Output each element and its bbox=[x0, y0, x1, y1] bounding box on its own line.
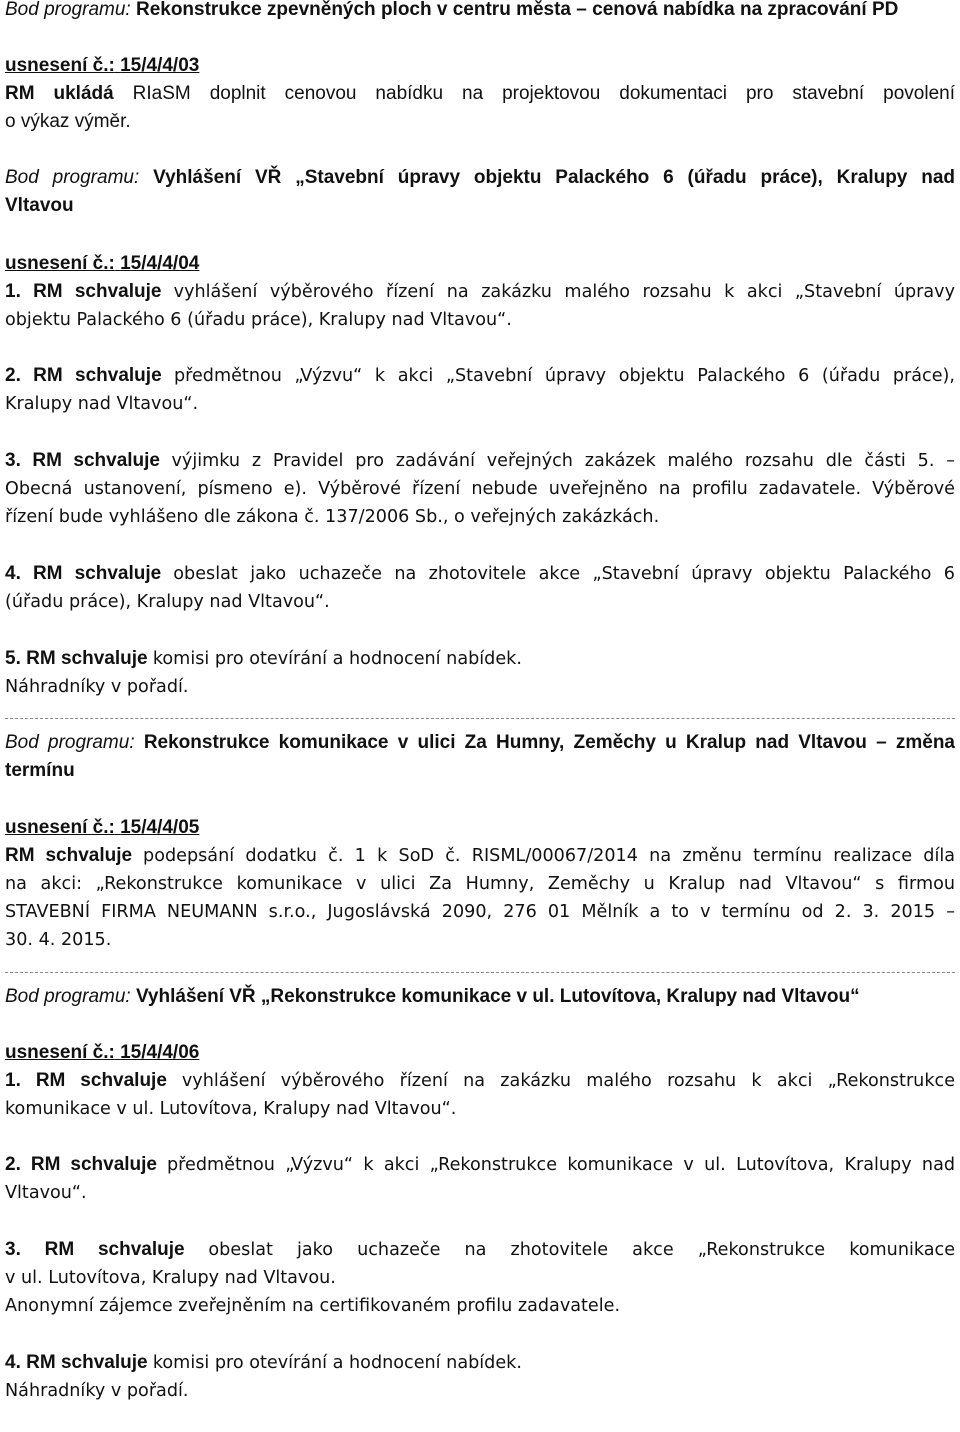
paragraph-line: řízení bude vyhlášeno dle zákona č. 137/2006 Sb., o veřejných zakázkách. bbox=[5, 507, 660, 527]
agenda-title-continued: termínu bbox=[5, 760, 75, 781]
list-item: 2. RM schvaluje předmětnou „Výzvu“ k akci „Stavební úpravy objektu Palackého 6 (úřadu práce), bbox=[5, 365, 955, 386]
agenda-label: Bod programu: bbox=[5, 732, 135, 753]
agenda-heading bbox=[5, 983, 955, 1011]
list-item: 4. RM schvaluje obeslat jako uchazeče na zhotovitele akce „Stavební úpravy objektu Palackého 6 bbox=[5, 563, 955, 584]
agenda-heading bbox=[5, 164, 955, 192]
list-item: 1. RM schvaluje vyhlášení výběrového řízení na zakázku malého rozsahu k akci „Rekonstrukce bbox=[5, 1070, 955, 1091]
decision-lead: RM schvaluje bbox=[32, 450, 161, 471]
decision-lead: RM schvaluje bbox=[26, 1352, 148, 1373]
decision-lead: RM schvaluje bbox=[33, 365, 162, 386]
section-divider bbox=[5, 972, 955, 973]
decision-lead: RM ukládá bbox=[5, 83, 114, 104]
agenda-title: Vyhlášení VŘ „Rekonstrukce komunikace v ul. Lutovítova, Kralupy nad Vltavou“ bbox=[135, 986, 860, 1007]
item-number: 4. bbox=[5, 1352, 21, 1373]
agenda-label: Bod programu: bbox=[5, 0, 131, 20]
paragraph-line: v ul. Lutovítova, Kralupy nad Vltavou. bbox=[5, 1268, 336, 1288]
paragraph-line: o výkaz výměr. bbox=[5, 111, 131, 132]
decision-lead: RM schvaluje bbox=[26, 648, 148, 669]
paragraph-line: Anonymní zájemce zveřejněním na certifikovaném profilu zadavatele. bbox=[5, 1296, 621, 1316]
agenda-title-continued: Vltavou bbox=[5, 195, 74, 216]
decision-lead: RM schvaluje bbox=[30, 1154, 158, 1175]
agenda-heading bbox=[5, 729, 955, 757]
section-divider bbox=[5, 718, 955, 719]
agenda-title: Rekonstrukce komunikace v ulici Za Humny, Zeměchy u Kralup nad Vltavou – změna bbox=[143, 732, 955, 753]
list-item: 4. RM schvaluje komisi pro otevírání a hodnocení nabídek. bbox=[5, 1352, 522, 1373]
item-number: 1. bbox=[5, 1070, 21, 1091]
item-number: 5. bbox=[5, 648, 21, 669]
paragraph-line: objektu Palackého 6 (úřadu práce), Kralupy nad Vltavou“. bbox=[5, 310, 512, 330]
agenda-label: Bod programu: bbox=[5, 986, 131, 1007]
item-number: 3. bbox=[5, 1239, 21, 1260]
paragraph-line: komunikace v ul. Lutovítova, Kralupy nad Vltavou“. bbox=[5, 1099, 457, 1119]
item-number: 2. bbox=[5, 365, 21, 386]
agenda-heading bbox=[5, 0, 955, 24]
list-item: 5. RM schvaluje komisi pro otevírání a hodnocení nabídek. bbox=[5, 648, 522, 669]
paragraph-line: (úřadu práce), Kralupy nad Vltavou“. bbox=[5, 592, 330, 612]
resolution-number: usnesení č.: 15/4/4/06 bbox=[5, 1042, 200, 1063]
paragraph-line: Vltavou“. bbox=[5, 1183, 87, 1203]
paragraph-line: Náhradníky v pořadí. bbox=[5, 1381, 189, 1401]
paragraph-line: 30. 4. 2015. bbox=[5, 930, 112, 950]
list-item: 2. RM schvaluje předmětnou „Výzvu“ k akci „Rekonstrukce komunikace v ul. Lutovítova, Kralupy nad bbox=[5, 1154, 955, 1175]
paragraph-line: na akci: „Rekonstrukce komunikace v ulici Za Humny, Zeměchy u Kralup nad Vltavou“ s firmou bbox=[5, 874, 955, 894]
agenda-title: Rekonstrukce zpevněných ploch v centru města – cenová nabídka na zpracování PD bbox=[135, 0, 899, 20]
paragraph-line: Kralupy nad Vltavou“. bbox=[5, 394, 199, 414]
item-number: 2. bbox=[5, 1154, 21, 1175]
paragraph-line: RM schvaluje podepsání dodatku č. 1 k SoD č. RISML/00067/2014 na změnu termínu realizace díla bbox=[5, 845, 955, 866]
decision-lead: RM schvaluje bbox=[5, 845, 133, 866]
decision-lead: RM schvaluje bbox=[33, 281, 162, 302]
item-number: 3. bbox=[5, 450, 21, 471]
item-number: 4. bbox=[5, 563, 21, 584]
paragraph-line: Obecná ustanovení, písmeno e). Výběrové řízení nebude uveřejněno na profilu zadavatele. Výběrové bbox=[5, 479, 955, 499]
list-item: 1. RM schvaluje vyhlášení výběrového řízení na zakázku malého rozsahu k akci „Stavební úpravy bbox=[5, 281, 955, 302]
list-item: 3. RM schvaluje výjimku z Pravidel pro zadávání veřejných zakázek malého rozsahu dle části 5. – bbox=[5, 450, 955, 471]
paragraph-line: Náhradníky v pořadí. bbox=[5, 677, 189, 697]
paragraph-line: RM ukládá RIaSM doplnit cenovou nabídku na projektovou dokumentaci pro stavební povolení bbox=[5, 83, 955, 104]
agenda-title: Vyhlášení VŘ „Stavební úpravy objektu Palackého 6 (úřadu práce), Kralupy nad bbox=[153, 167, 955, 188]
decision-lead: RM schvaluje bbox=[35, 1070, 167, 1091]
decision-lead: RM schvaluje bbox=[44, 1239, 185, 1260]
resolution-number: usnesení č.: 15/4/4/04 bbox=[5, 253, 200, 274]
resolution-number: usnesení č.: 15/4/4/05 bbox=[5, 817, 200, 838]
decision-lead: RM schvaluje bbox=[32, 563, 162, 584]
resolution-number: usnesení č.: 15/4/4/03 bbox=[5, 55, 200, 76]
paragraph-line: STAVEBNÍ FIRMA NEUMANN s.r.o., Jugoslávská 2090, 276 01 Mělník a to v termínu od 2. 3. 2015 – bbox=[5, 902, 955, 922]
item-number: 1. bbox=[5, 281, 21, 302]
list-item: 3. RM schvaluje obeslat jako uchazeče na zhotovitele akce „Rekonstrukce komunikace bbox=[5, 1239, 955, 1260]
agenda-label: Bod programu: bbox=[5, 167, 140, 188]
